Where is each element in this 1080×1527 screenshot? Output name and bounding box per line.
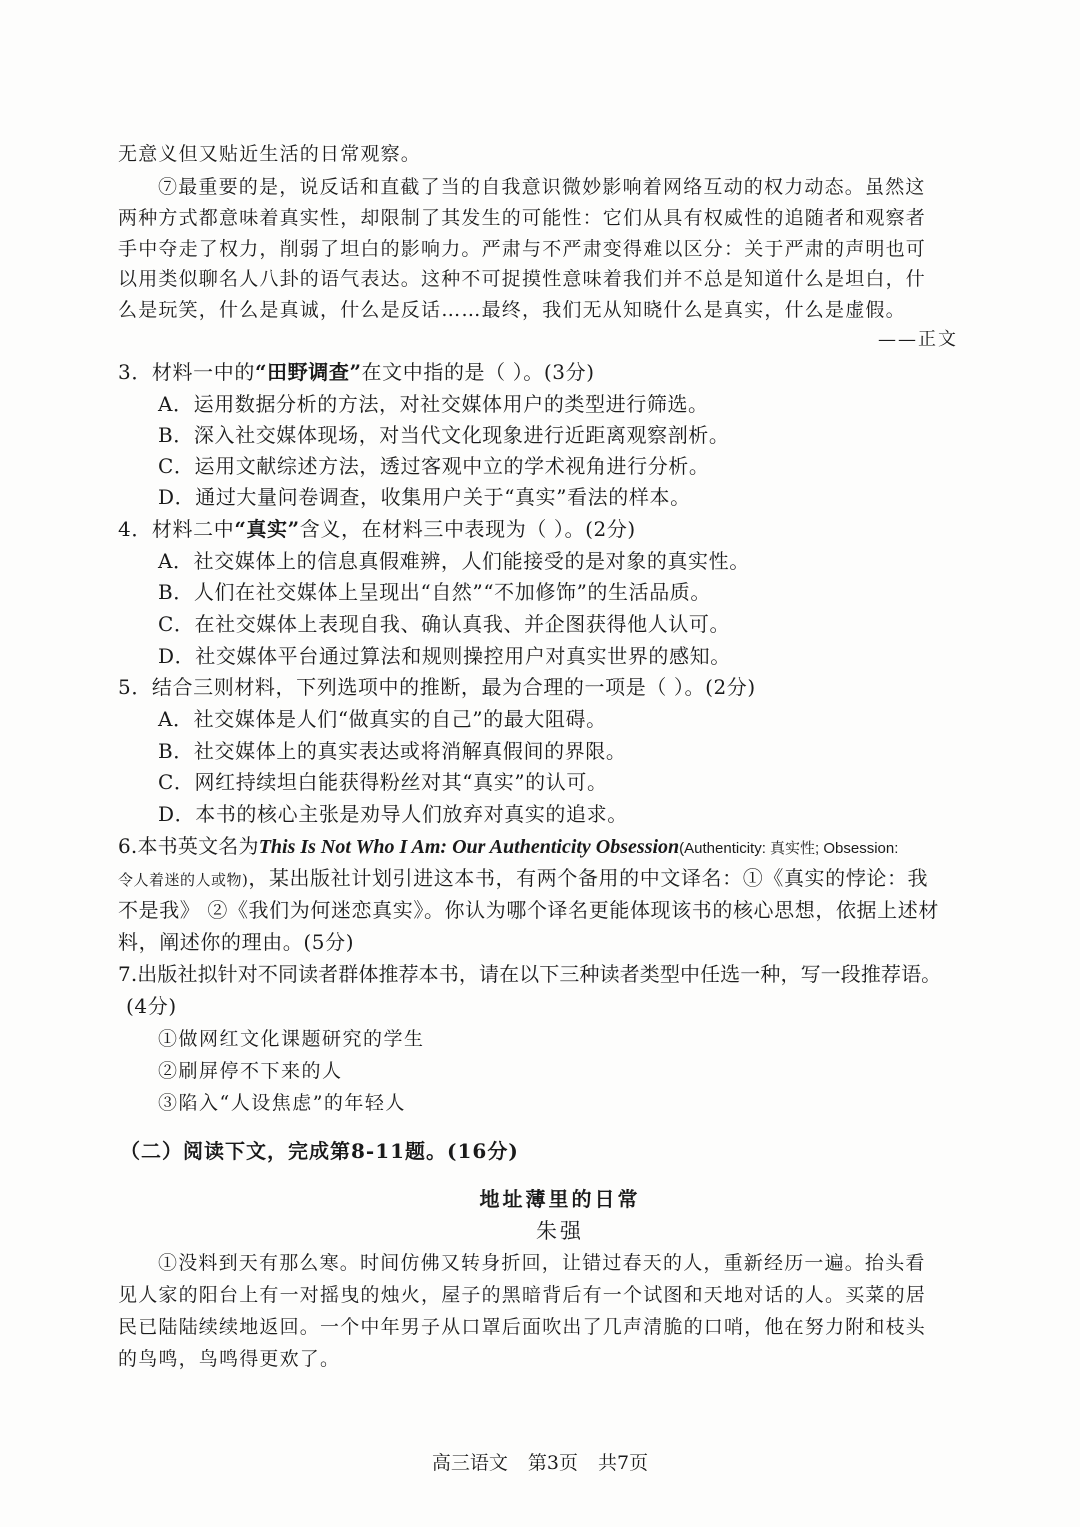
article-line: 民已陆陆续续地返回。一个中年男子从口罩后面吹出了几声清脆的口哨，他在努力附和枝头 bbox=[118, 1316, 927, 1338]
question-6-line-3: 不是我》 ②《我们为何迷恋真实》。你认为哪个译名更能体现该书的核心思想，依据上述材 bbox=[118, 898, 939, 922]
section-2-heading: （二）阅读下文，完成第8-11题。(16分) bbox=[120, 1139, 519, 1163]
page-footer bbox=[0, 1448, 1080, 1478]
question-6-gloss-end: 令人着迷的人或物) bbox=[118, 871, 249, 889]
passage-line: 手中夺走了权力，削弱了坦白的影响力。严肃与不严肃变得难以区分：关于严肃的声明也可 bbox=[118, 238, 927, 260]
passage-line: 么是玩笑，什么是真诚，什么是反话……最终，我们无从知晓什么是真实，什么是虚假。 bbox=[118, 299, 906, 321]
question-6-line-4: 料，阐述你的理由。(5分) bbox=[118, 930, 355, 954]
question-4-stem bbox=[118, 514, 636, 544]
question-3-option-b: B．深入社交媒体现场，对当代文化现象进行近距离观察剖析。 bbox=[158, 423, 730, 447]
article-author: 朱强 bbox=[536, 1219, 584, 1243]
question-6-line-2 bbox=[118, 863, 928, 895]
footer-total-pages: 共7页 bbox=[598, 1452, 649, 1474]
passage-line: 两种方式都意味着真实性，却限制了其发生的可能性：它们从具有权威性的追随者和观察者 bbox=[118, 207, 927, 229]
question-6-stem bbox=[118, 831, 898, 864]
question-6-prefix: 6.本书英文名为 bbox=[118, 834, 259, 858]
question-5-stem: 5．结合三则材料，下列选项中的推断，最为合理的一项是（ ）。(2分) bbox=[118, 675, 756, 699]
question-3-suffix: 在文中指的是（ ）。(3分) bbox=[361, 360, 595, 384]
question-3-option-a: A．运用数据分析的方法，对社交媒体用户的类型进行筛选。 bbox=[158, 392, 709, 416]
question-4-prefix: 4．材料二中 bbox=[118, 517, 235, 541]
question-3-option-d: D．通过大量问卷调查，收集用户关于“真实”看法的样本。 bbox=[158, 485, 691, 509]
question-4-option-c: C．在社交媒体上表现自我、确认真我、并企图获得他人认可。 bbox=[158, 612, 731, 636]
question-4-option-d: D．社交媒体平台通过算法和规则操控用户对真实世界的感知。 bbox=[158, 644, 731, 668]
question-3-prefix: 3．材料一中的 bbox=[118, 360, 255, 384]
question-5-option-a: A．社交媒体是人们“做真实的自己”的最大阻碍。 bbox=[158, 707, 607, 731]
question-7-option-1: ①做网红文化课题研究的学生 bbox=[158, 1028, 425, 1050]
footer-page-number: 第3页 bbox=[527, 1452, 578, 1474]
article-line: 见人家的阳台上有一对摇曳的烛火，屋子的黑暗背后有一个试图和天地对话的人。买菜的居 bbox=[118, 1284, 927, 1306]
question-5-option-b: B．社交媒体上的真实表达或将消解真假间的界限。 bbox=[158, 739, 627, 763]
question-4-option-a: A．社交媒体上的信息真假难辨，人们能接受的是对象的真实性。 bbox=[158, 549, 750, 573]
footer-subject: 高三语文 bbox=[431, 1452, 508, 1474]
question-7-score: (4分) bbox=[126, 994, 177, 1018]
article-line: 的鸟鸣，鸟鸣得更欢了。 bbox=[118, 1348, 341, 1370]
passage-source: ——正文 bbox=[878, 329, 958, 350]
question-6-line-2-text: ，某出版社计划引进这本书，有两个备用的中文译名：①《真实的悖论：我 bbox=[248, 866, 929, 890]
article-title: 地址薄里的日常 bbox=[479, 1187, 641, 1211]
question-3-option-c: C．运用文献综述方法，透过客观中立的学术视角进行分析。 bbox=[158, 454, 710, 478]
question-4-keyword: “真实” bbox=[234, 517, 300, 541]
question-7-option-3: ③陷入“人设焦虑”的年轻人 bbox=[158, 1092, 406, 1114]
passage-line: ⑦最重要的是，说反话和直截了当的自我意识微妙影响着网络互动的权力动态。虽然这 bbox=[158, 176, 926, 198]
question-4-option-b: B．人们在社交媒体上呈现出“自然”“不加修饰”的生活品质。 bbox=[158, 580, 711, 604]
question-3-stem bbox=[118, 357, 595, 387]
question-4-suffix: 含义，在材料三中表现为（ ）。(2分) bbox=[299, 517, 636, 541]
question-3-keyword: “田野调查” bbox=[254, 360, 362, 384]
question-7-option-2: ②刷屏停不下来的人 bbox=[158, 1060, 343, 1082]
question-5-option-c: C．网红持续坦白能获得粉丝对其“真实”的认可。 bbox=[158, 770, 608, 794]
question-6-gloss: (Authenticity: 真实性; Obsession: bbox=[679, 840, 899, 857]
passage-line: 以用类似聊名人八卦的语气表达。这种不可捉摸性意味着我们并不总是知道什么是坦白，什 bbox=[118, 268, 927, 290]
question-6-english-title: This Is Not Who I Am: Our Authenticity Obsession bbox=[258, 836, 680, 858]
question-7-stem: 7.出版社拟针对不同读者群体推荐本书，请在以下三种读者类型中任选一种，写一段推荐语。 bbox=[118, 962, 942, 986]
question-5-option-d: D．本书的核心主张是劝导人们放弃对真实的追求。 bbox=[158, 802, 628, 826]
article-line: ①没料到天有那么寒。时间仿佛又转身折回，让错过春天的人，重新经历一遍。抬头看 bbox=[158, 1252, 926, 1274]
passage-line: 无意义但又贴近生活的日常观察。 bbox=[118, 143, 422, 165]
